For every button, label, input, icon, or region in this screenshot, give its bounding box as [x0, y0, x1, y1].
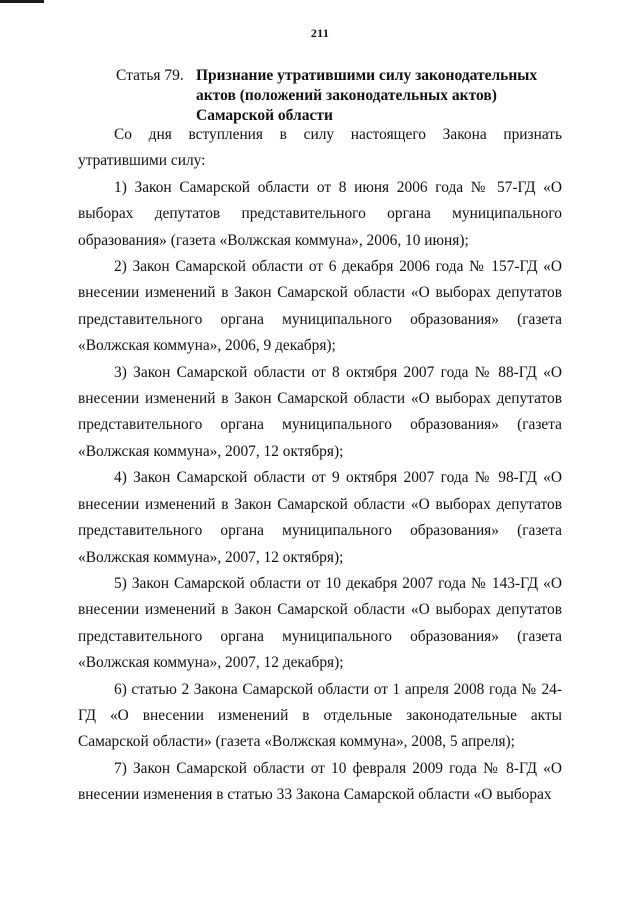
list-item: 5) Закон Самарской области от 10 декабря 2007 года № 143-ГД «О внесении изменений в Закон Самарской области «О выборах депутатов представительного органа муниципального образования» (газета «Волжская коммуна», 2007, 12 декабря); — [78, 574, 562, 672]
article-body — [78, 122, 562, 809]
list-item: 4) Закон Самарской области от 9 октября 2007 года № 98-ГД «О внесении изменений в Закон Самарской области «О выборах депутатов представительного органа муниципального образования» (газета «Волжская коммуна», 2007, 12 октября); — [78, 469, 562, 566]
list-item: 7) Закон Самарской области от 10 февраля 2009 года № 8-ГД «О внесении изменения в статью 33 Закона Самарской области «О выборах — [78, 759, 562, 804]
article-label: Статья 79. — [116, 67, 184, 84]
list-item: 6) статью 2 Закона Самарской области от 1 апреля 2008 года № 24-ГД «О внесении изменений в отдельные законодательные акты Самарской области» (газета «Волжская коммуна», 2008, 5 апреля); — [78, 680, 562, 751]
page-number: 211 — [310, 26, 330, 40]
list-item: 3) Закон Самарской области от 8 октября 2007 года № 88-ГД «О внесении изменений в Закон Самарской области «О выборах депутатов представительного органа муниципального образования» (газета «Волжская коммуна», 2007, 12 октября); — [78, 363, 562, 460]
list-item: 1) Закон Самарской области от 8 июня 2006 года № 57-ГД «О выборах депутатов представительного органа муниципального образования» (газета «Волжская коммуна», 2006, 10 июня); — [78, 178, 562, 249]
article-title: Признание утратившими силу законодательных актов (положений законодательных актов) Самарской области — [196, 67, 538, 124]
scan-edge-mark — [0, 0, 44, 3]
intro-paragraph: Со дня вступления в силу настоящего Закона признать утратившими силу: — [78, 126, 562, 170]
list-item: 2) Закон Самарской области от 6 декабря 2006 года № 157-ГД «О внесении изменений в Закон Самарской области «О выборах депутатов представительного органа муниципального образования» (газета «Волжская коммуна», 2006, 9 декабря); — [78, 258, 562, 355]
